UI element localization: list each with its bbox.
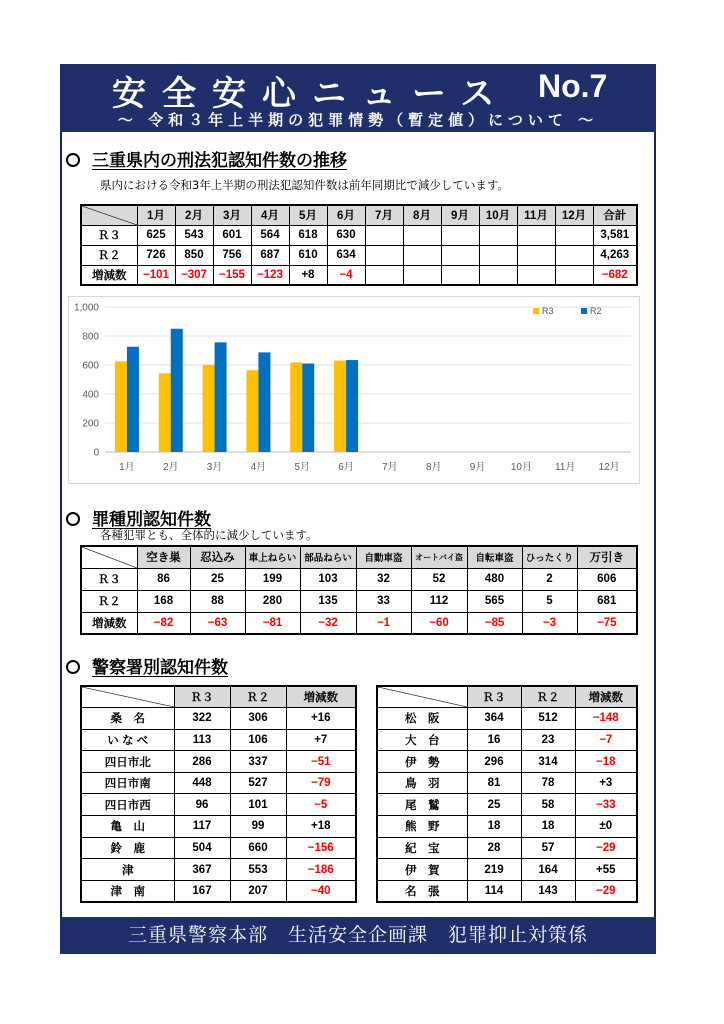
table-cell — [517, 225, 555, 245]
issue-number: No.7 — [538, 68, 608, 104]
table-cell: 364 — [467, 708, 521, 730]
table-cell — [517, 245, 555, 265]
column-header: 2月 — [175, 205, 213, 225]
chart-bar-r2 — [346, 360, 358, 452]
table-cell: 756 — [213, 245, 251, 265]
table-cell: 504 — [174, 837, 230, 859]
table-cell — [365, 265, 403, 285]
table-cell: −148 — [575, 708, 637, 730]
newsletter-header — [60, 64, 656, 132]
table-cell: 101 — [230, 794, 286, 816]
table-cell: +18 — [286, 816, 356, 838]
table-cell: 167 — [174, 880, 230, 902]
station-name: 四日市西 — [81, 794, 174, 816]
table-cell — [441, 265, 479, 285]
chart-x-tick-label: 8月 — [425, 462, 442, 473]
table-cell: −85 — [467, 612, 522, 634]
row-label: Ｒ３ — [81, 225, 137, 245]
table-cell: 58 — [521, 794, 575, 816]
table-cell: −3 — [522, 612, 577, 634]
chart-bar-r3 — [203, 365, 215, 452]
table-cell: 112 — [411, 590, 467, 612]
column-header: 1月 — [137, 205, 175, 225]
table-cell: 337 — [230, 751, 286, 773]
chart-x-tick-label: 4月 — [250, 462, 267, 473]
table-header-row — [81, 205, 637, 225]
table-cell: 168 — [137, 590, 190, 612]
table-cell: 16 — [467, 729, 521, 751]
station-name: 四日市南 — [81, 772, 174, 794]
newsletter-title: 安全安心ニュース — [112, 74, 511, 114]
column-header: Ｒ２ — [521, 686, 575, 708]
table-row — [81, 568, 637, 590]
table-cell: 448 — [174, 772, 230, 794]
table-cell: −5 — [286, 794, 356, 816]
table-cell: 306 — [230, 708, 286, 730]
column-header: 11月 — [517, 205, 555, 225]
table-cell: 367 — [174, 859, 230, 881]
table-row — [81, 837, 356, 859]
table-cell: 314 — [521, 751, 575, 773]
table-cell: 2 — [522, 568, 577, 590]
station-name: 桑 名 — [81, 708, 174, 730]
column-header: 10月 — [479, 205, 517, 225]
chart-bar-r2 — [258, 352, 270, 452]
table-row — [377, 880, 637, 902]
chart-x-tick-label: 1月 — [119, 462, 135, 473]
table-cell: 606 — [577, 568, 637, 590]
table-row — [81, 772, 356, 794]
table-cell: 88 — [190, 590, 245, 612]
table-cell — [517, 265, 555, 285]
table-cell: 23 — [521, 729, 575, 751]
chart-y-tick-label: 400 — [82, 389, 99, 401]
table-cell: 630 — [327, 225, 365, 245]
section-heading-monthly: 三重県内の刑法犯認知件数の推移 — [66, 146, 347, 171]
chart-x-tick-label: 12月 — [598, 462, 620, 473]
table-cell: 114 — [467, 880, 521, 902]
station-table-right — [376, 685, 638, 903]
crime-type-table — [80, 545, 638, 635]
station-table-left — [80, 685, 357, 903]
station-name: 紀 宝 — [377, 837, 467, 859]
table-cell: −32 — [300, 612, 356, 634]
table-cell: 52 — [411, 568, 467, 590]
legend-swatch-r2 — [581, 308, 587, 314]
chart-x-tick-label: 3月 — [206, 462, 223, 473]
row-label: Ｒ３ — [81, 568, 137, 590]
legend-label-r2: R2 — [590, 306, 602, 316]
chart-y-tick-label: 0 — [93, 447, 99, 459]
column-header: Ｒ２ — [230, 686, 286, 708]
table-cell: −123 — [251, 265, 289, 285]
table-cell — [441, 245, 479, 265]
station-name: 鳥 羽 — [377, 772, 467, 794]
column-header: 合計 — [593, 205, 637, 225]
station-name: 亀 山 — [81, 816, 174, 838]
table-cell: 86 — [137, 568, 190, 590]
station-name: 尾 鷲 — [377, 794, 467, 816]
chart-y-tick-label: 1,000 — [73, 302, 99, 314]
table-cell: 143 — [521, 880, 575, 902]
table-row — [81, 751, 356, 773]
newsletter-subtitle: ～ 令和３年上半期の犯罪情勢（暫定値）について ～ — [117, 111, 599, 129]
column-header: 6月 — [327, 205, 365, 225]
table-cell: 207 — [230, 880, 286, 902]
column-header: 車上ねらい — [245, 546, 300, 568]
table-cell — [479, 245, 517, 265]
row-label: Ｒ２ — [81, 245, 137, 265]
table-cell: 564 — [251, 225, 289, 245]
table-cell: −1 — [356, 612, 411, 634]
chart-x-tick-label: 10月 — [510, 462, 532, 473]
table-row — [81, 880, 356, 902]
table-cell: 681 — [577, 590, 637, 612]
table-cell: −29 — [575, 880, 637, 902]
table-cell: −155 — [213, 265, 251, 285]
station-name: 松 阪 — [377, 708, 467, 730]
table-cell: −75 — [577, 612, 637, 634]
table-row — [81, 729, 356, 751]
table-cell: 286 — [174, 751, 230, 773]
table-row — [81, 859, 356, 881]
table-cell: +55 — [575, 859, 637, 881]
chart-bar-r3 — [159, 373, 171, 452]
column-header: 3月 — [213, 205, 251, 225]
table-cell: 25 — [467, 794, 521, 816]
monthly-bar-chart — [68, 296, 640, 484]
row-label: 増減数 — [81, 265, 137, 285]
table-cell — [403, 245, 441, 265]
table-row — [81, 816, 356, 838]
chart-y-tick-label: 200 — [82, 418, 99, 430]
section-heading-crime-type: 罪種別認知件数 — [66, 505, 211, 530]
corner-cell — [81, 686, 174, 708]
table-cell: 99 — [230, 816, 286, 838]
table-cell: −29 — [575, 837, 637, 859]
table-cell: 480 — [467, 568, 522, 590]
station-name: 名 張 — [377, 880, 467, 902]
table-cell: 81 — [467, 772, 521, 794]
column-header: Ｒ３ — [467, 686, 521, 708]
table-cell: 543 — [175, 225, 213, 245]
table-cell: 164 — [521, 859, 575, 881]
table-cell: 135 — [300, 590, 356, 612]
table-cell: 32 — [356, 568, 411, 590]
station-name: い な べ — [81, 729, 174, 751]
circle-bullet-icon — [66, 660, 80, 674]
table-cell: +3 — [575, 772, 637, 794]
column-header: 増減数 — [575, 686, 637, 708]
monthly-count-table — [80, 204, 638, 286]
column-header: 8月 — [403, 205, 441, 225]
column-header: 部品ねらい — [300, 546, 356, 568]
table-row — [377, 816, 637, 838]
table-cell: 618 — [289, 225, 327, 245]
table-row — [81, 794, 356, 816]
table-cell: 512 — [521, 708, 575, 730]
table-cell: ±0 — [575, 816, 637, 838]
chart-x-tick-label: 9月 — [469, 462, 486, 473]
column-header: オートバイ盗 — [411, 546, 467, 568]
row-label: 増減数 — [81, 612, 137, 634]
column-header: 9月 — [441, 205, 479, 225]
table-cell: −4 — [327, 265, 365, 285]
chart-bar-r3 — [246, 370, 258, 452]
table-cell: −40 — [286, 880, 356, 902]
table-cell: 850 — [175, 245, 213, 265]
table-cell: 106 — [230, 729, 286, 751]
chart-y-tick-label: 600 — [82, 360, 99, 372]
table-cell — [479, 225, 517, 245]
chart-bar-r3 — [334, 361, 346, 452]
station-name: 四日市北 — [81, 751, 174, 773]
table-cell: 280 — [245, 590, 300, 612]
column-header: 自転車盗 — [467, 546, 522, 568]
table-cell: −82 — [137, 612, 190, 634]
table-row — [81, 612, 637, 634]
table-cell: 96 — [174, 794, 230, 816]
corner-cell — [81, 205, 137, 225]
column-header: 4月 — [251, 205, 289, 225]
table-cell: 219 — [467, 859, 521, 881]
table-cell: 25 — [190, 568, 245, 590]
corner-cell — [81, 546, 137, 568]
station-name: 伊 勢 — [377, 751, 467, 773]
table-cell — [403, 265, 441, 285]
table-cell: −81 — [245, 612, 300, 634]
table-cell: 113 — [174, 729, 230, 751]
table-cell: −51 — [286, 751, 356, 773]
table-cell — [555, 245, 593, 265]
circle-bullet-icon — [66, 512, 80, 526]
chart-bar-r2 — [215, 342, 227, 452]
table-cell: 3,581 — [593, 225, 637, 245]
table-row — [377, 859, 637, 881]
table-cell: 57 — [521, 837, 575, 859]
table-cell: 28 — [467, 837, 521, 859]
table-cell: 199 — [245, 568, 300, 590]
circle-bullet-icon — [66, 153, 80, 167]
legend-label-r3: R3 — [542, 306, 554, 316]
legend-swatch-r3 — [533, 308, 539, 314]
table-cell: 634 — [327, 245, 365, 265]
table-cell: −307 — [175, 265, 213, 285]
table-cell: 601 — [213, 225, 251, 245]
table-header-row — [377, 686, 637, 708]
table-cell: −63 — [190, 612, 245, 634]
chart-x-tick-label: 11月 — [555, 462, 576, 473]
table-cell: 296 — [467, 751, 521, 773]
chart-x-tick-label: 2月 — [162, 462, 179, 473]
table-cell — [403, 225, 441, 245]
chart-x-tick-label: 5月 — [294, 462, 311, 473]
table-header-row — [81, 686, 356, 708]
table-cell: +7 — [286, 729, 356, 751]
column-header: 7月 — [365, 205, 403, 225]
column-header: Ｒ３ — [174, 686, 230, 708]
table-cell: 553 — [230, 859, 286, 881]
table-header-row — [81, 546, 637, 568]
table-cell: −60 — [411, 612, 467, 634]
chart-bar-r3 — [115, 361, 127, 452]
chart-y-tick-label: 800 — [82, 331, 99, 343]
table-cell: +8 — [289, 265, 327, 285]
column-header: 5月 — [289, 205, 327, 225]
table-cell: −156 — [286, 837, 356, 859]
table-cell: 33 — [356, 590, 411, 612]
table-cell: 322 — [174, 708, 230, 730]
column-header: 12月 — [555, 205, 593, 225]
table-cell: 78 — [521, 772, 575, 794]
station-name: 大 台 — [377, 729, 467, 751]
table-row — [377, 794, 637, 816]
table-cell: 565 — [467, 590, 522, 612]
table-row — [81, 245, 637, 265]
table-cell — [479, 265, 517, 285]
station-name: 鈴 鹿 — [81, 837, 174, 859]
chart-svg — [69, 297, 639, 483]
table-row — [377, 772, 637, 794]
table-cell: 117 — [174, 816, 230, 838]
table-row — [81, 265, 637, 285]
table-row — [377, 751, 637, 773]
table-row — [377, 708, 637, 730]
table-cell: 610 — [289, 245, 327, 265]
table-cell: 18 — [467, 816, 521, 838]
corner-cell — [377, 686, 467, 708]
chart-x-tick-label: 6月 — [338, 462, 354, 473]
table-cell: −79 — [286, 772, 356, 794]
chart-bar-r2 — [127, 347, 139, 452]
table-cell: −7 — [575, 729, 637, 751]
table-row — [81, 225, 637, 245]
table-cell — [365, 245, 403, 265]
table-cell: 4,263 — [593, 245, 637, 265]
table-cell: 726 — [137, 245, 175, 265]
chart-x-tick-label: 7月 — [382, 462, 398, 473]
table-row — [377, 729, 637, 751]
column-header: 自動車盗 — [356, 546, 411, 568]
table-cell — [555, 265, 593, 285]
station-name: 津 — [81, 859, 174, 881]
section-note-crime-type: 各種犯罪とも、全体的に減少しています。 — [100, 528, 318, 542]
table-cell: −33 — [575, 794, 637, 816]
column-header: 忍込み — [190, 546, 245, 568]
table-cell — [365, 225, 403, 245]
column-header: 増減数 — [286, 686, 356, 708]
station-name: 熊 野 — [377, 816, 467, 838]
column-header: 万引き — [577, 546, 637, 568]
table-cell: 18 — [521, 816, 575, 838]
table-cell: 5 — [522, 590, 577, 612]
column-header: 空き巣 — [137, 546, 190, 568]
table-cell: −18 — [575, 751, 637, 773]
table-row — [377, 837, 637, 859]
table-row — [81, 708, 356, 730]
table-row — [81, 590, 637, 612]
table-cell: 527 — [230, 772, 286, 794]
table-cell: −682 — [593, 265, 637, 285]
footer-banner: 三重県警察本部 生活安全企画課 犯罪抑止対策係 — [60, 917, 656, 954]
table-cell — [555, 225, 593, 245]
station-name: 津 南 — [81, 880, 174, 902]
table-cell: −101 — [137, 265, 175, 285]
table-cell: 660 — [230, 837, 286, 859]
section-heading-station: 警察署別認知件数 — [66, 653, 228, 678]
table-cell: 687 — [251, 245, 289, 265]
chart-bar-r2 — [171, 329, 183, 452]
chart-bar-r3 — [290, 362, 302, 452]
column-header: ひったくり — [522, 546, 577, 568]
table-cell — [441, 225, 479, 245]
chart-bar-r2 — [302, 364, 314, 452]
table-cell: 625 — [137, 225, 175, 245]
table-cell: 103 — [300, 568, 356, 590]
section-note-monthly: 県内における令和3年上半期の刑法犯認知件数は前年同期比で減少しています。 — [100, 178, 509, 192]
row-label: Ｒ２ — [81, 590, 137, 612]
table-cell: +16 — [286, 708, 356, 730]
station-name: 伊 賀 — [377, 859, 467, 881]
table-cell: −186 — [286, 859, 356, 881]
